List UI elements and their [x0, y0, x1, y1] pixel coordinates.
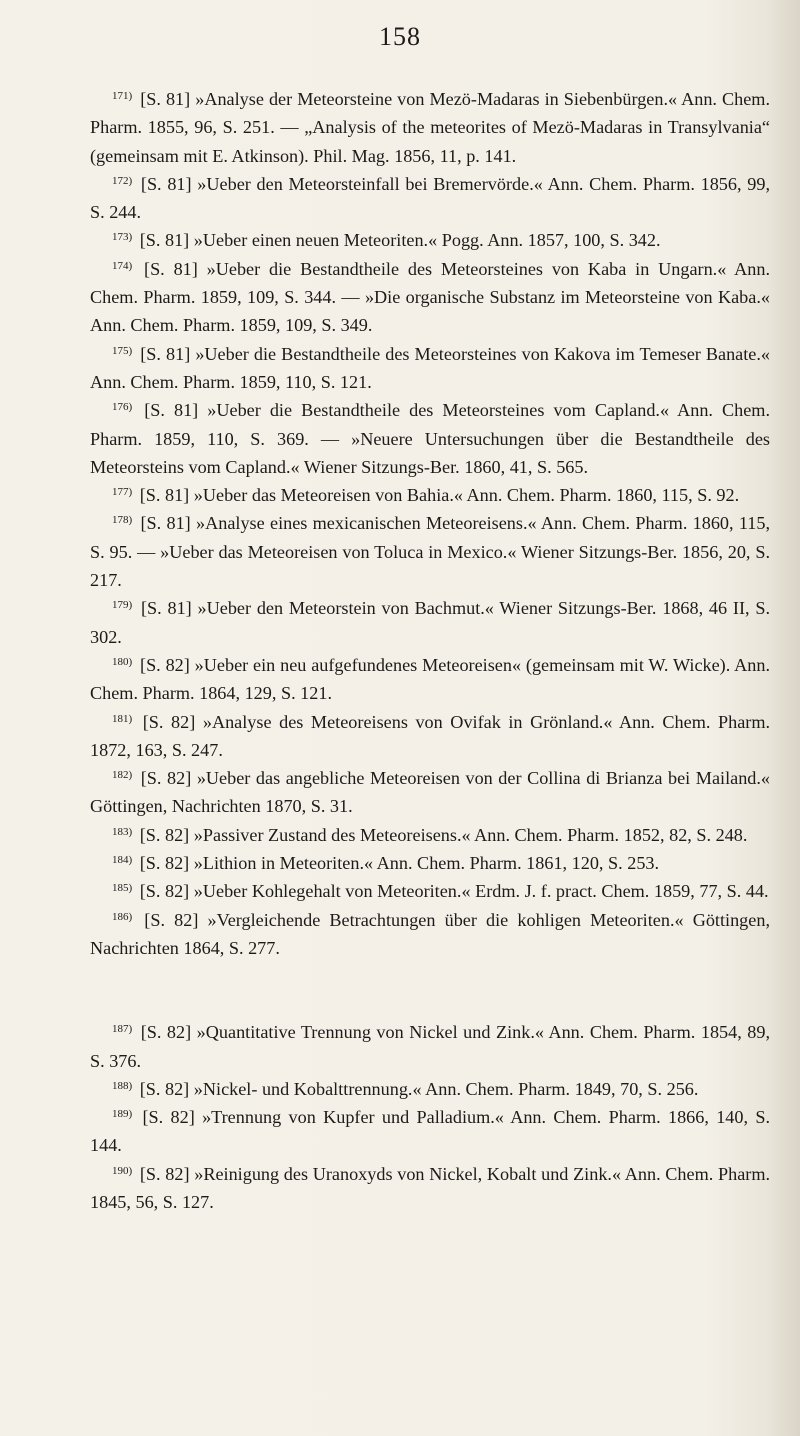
reference-number: 180): [112, 655, 133, 668]
reference-source-page: [S. 81]: [139, 230, 190, 251]
reference-text: »Ueber das Meteoreisen von Bahia.« Ann. Chem. Pharm. 1860, 115, S. 92.: [193, 485, 740, 506]
reference-number: 178): [112, 514, 133, 527]
reference-source-page: [S. 82]: [140, 654, 190, 675]
reference-entry: [90, 651, 770, 708]
reference-text: »Analyse des Meteoreisens von Ovifak in Grönland.« Ann. Chem. Pharm. 1872, 163, S. 247.: [90, 711, 771, 760]
reference-number: 179): [112, 599, 133, 612]
reference-text: »Vergleichende Betrachtungen über die kohligen Meteoriten.« Göttingen, Nachrichten 1864, S. 277.: [90, 909, 770, 958]
reference-text: »Ueber das angebliche Meteoreisen von der Collina di Brianza bei Mailand.« Göttingen, Nachrichten 1870, S. 31.: [90, 768, 771, 817]
reference-entry: [90, 255, 770, 340]
reference-source-page: [S. 81]: [139, 485, 190, 506]
reference-entry: [90, 821, 770, 849]
reference-source-page: [S. 82]: [139, 824, 190, 845]
reference-source-page: [S. 81]: [140, 89, 191, 109]
reference-entry: [90, 877, 770, 905]
reference-entry: [90, 396, 770, 481]
reference-text: »Ueber ein neu aufgefundenes Meteoreisen« (gemeinsam mit W. Wicke). Ann. Chem. Pharm. 1864, 129, S. 121.: [90, 654, 770, 704]
reference-text: »Quantitative Trennung von Nickel und Zink.« Ann. Chem. Pharm. 1854, 89, S. 376.: [90, 1022, 771, 1071]
reference-number: 182): [112, 769, 133, 782]
reference-number: 189): [112, 1108, 133, 1121]
reference-number: 176): [112, 401, 133, 414]
reference-text: »Ueber Kohlegehalt von Meteoriten.« Erdm. J. f. pract. Chem. 1859, 77, S. 44.: [193, 881, 769, 902]
reference-number: 171): [112, 90, 133, 102]
reference-source-page: [S. 82]: [144, 909, 199, 930]
reference-number: 183): [112, 825, 133, 838]
reference-text: »Ueber einen neuen Meteoriten.« Pogg. Ann. 1857, 100, S. 342.: [193, 230, 661, 251]
reference-number: 185): [112, 882, 133, 895]
reference-entry: [90, 481, 770, 509]
reference-number: 186): [112, 910, 133, 923]
reference-entry: [90, 226, 770, 254]
reference-number: 181): [112, 712, 133, 725]
reference-number: 177): [112, 486, 133, 499]
reference-number: 190): [112, 1164, 133, 1177]
reference-entry: [90, 85, 770, 170]
reference-entry: [90, 1075, 770, 1103]
reference-entry: [90, 509, 770, 594]
reference-source-page: [S. 81]: [140, 173, 192, 194]
reference-text: »Ueber die Bestandtheile des Meteorsteines von Kakova im Temeser Banate.« Ann. Chem. Pharm. 1859, 110, S. 121.: [90, 343, 771, 392]
reference-text: »Analyse der Meteorsteine von Mezö-Madaras in Siebenbürgen.« Ann. Chem. Pharm. 1855, 96, S. 251. — „Analysis of the meteorites of Mezö-Madaras in Transylvania“ (gemeinsam mit E. Atkinson). Phil. Mag. 1856, 11, p. 141.: [90, 89, 771, 166]
reference-source-page: [S. 82]: [139, 1163, 190, 1184]
reference-number: 184): [112, 854, 133, 867]
reference-source-page: [S. 82]: [142, 711, 196, 732]
reference-number: 187): [112, 1023, 133, 1036]
reference-number: 175): [112, 344, 133, 357]
reference-text: »Trennung von Kupfer und Palladium.« Ann. Chem. Pharm. 1866, 140, S. 144.: [90, 1107, 771, 1156]
reference-text: »Lithion in Meteoriten.« Ann. Chem. Pharm. 1861, 120, S. 253.: [193, 853, 660, 874]
reference-text: »Passiver Zustand des Meteoreisens.« Ann. Chem. Pharm. 1852, 82, S. 248.: [193, 824, 748, 845]
reference-source-page: [S. 81]: [140, 513, 191, 534]
reference-source-page: [S. 82]: [139, 853, 190, 874]
page-number: 158: [379, 22, 421, 51]
reference-source-page: [S. 82]: [140, 1022, 192, 1043]
reference-entry: [90, 170, 770, 227]
reference-text: »Ueber die Bestandtheile des Meteorsteines vom Capland.« Ann. Chem. Pharm. 1859, 110, S. 369. — »Neuere Untersuchungen über die Bestandtheile des Meteorsteins vom Capland.« Wiener Sitzungs-Ber. 1860, 41, S. 565.: [90, 400, 771, 477]
reference-number: 174): [112, 259, 133, 272]
reference-text: »Ueber den Meteorstein von Bachmut.« Wiener Sitzungs-Ber. 1868, 46 II, S. 302.: [90, 598, 771, 647]
reference-source-page: [S. 81]: [144, 400, 199, 421]
reference-source-page: [S. 82]: [139, 1078, 190, 1099]
reference-entry: [90, 906, 770, 963]
reference-source-page: [S. 82]: [139, 881, 190, 902]
reference-entry: [90, 764, 770, 821]
reference-list: [90, 85, 770, 1216]
reference-number: 188): [112, 1079, 133, 1092]
reference-source-page: [S. 81]: [140, 343, 191, 364]
reference-source-page: [S. 81]: [144, 258, 198, 279]
reference-entry: [90, 1018, 770, 1075]
reference-number: 172): [112, 174, 133, 187]
reference-text: »Reinigung des Uranoxyds von Nickel, Kobalt und Zink.« Ann. Chem. Pharm. 1845, 56, S. 127.: [90, 1163, 771, 1212]
reference-text: »Analyse eines mexicanischen Meteoreisens.« Ann. Chem. Pharm. 1860, 115, S. 95. — »Ueber das Meteoreisen von Toluca in Mexico.« Wiener Sitzungs-Ber. 1856, 20, S. 217.: [90, 513, 771, 591]
reference-entry: [90, 594, 770, 651]
reference-source-page: [S. 82]: [140, 768, 192, 789]
reference-entry: [90, 708, 770, 765]
reference-entry: [90, 849, 770, 877]
reference-text: »Nickel- und Kobalttrennung.« Ann. Chem. Pharm. 1849, 70, S. 256.: [193, 1078, 699, 1099]
reference-entry: [90, 1160, 770, 1217]
reference-source-page: [S. 82]: [142, 1107, 195, 1128]
reference-text: »Ueber die Bestandtheile des Meteorsteines von Kaba in Ungarn.« Ann. Chem. Pharm. 1859, 109, S. 344. — »Die organische Substanz im Meteorsteine von Kaba.« Ann. Chem. Pharm. 1859, 109, S. 349.: [90, 258, 771, 336]
reference-source-page: [S. 81]: [140, 598, 192, 619]
reference-number: 173): [112, 231, 133, 244]
reference-text: »Ueber den Meteorsteinfall bei Bremervörde.« Ann. Chem. Pharm. 1856, 99, S. 244.: [90, 173, 770, 223]
reference-entry: [90, 340, 770, 397]
reference-entry: [90, 1103, 770, 1160]
